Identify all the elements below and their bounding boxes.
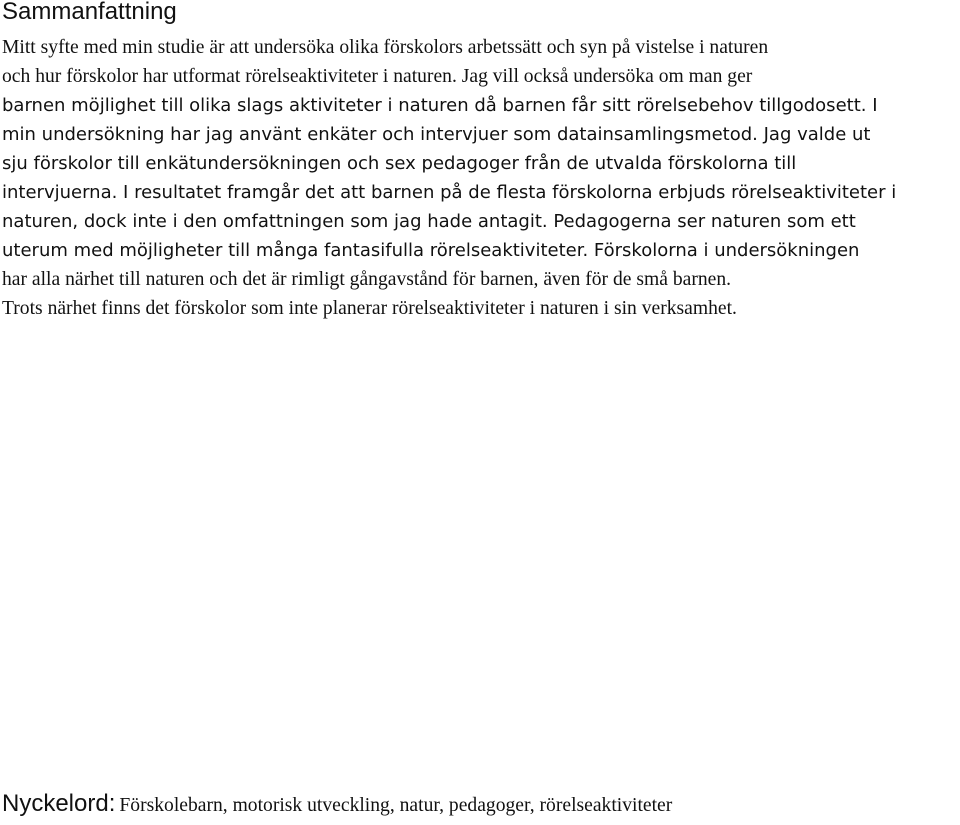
abstract-line: barnen möjlighet till olika slags aktiviteter i naturen då barnen får sitt rörelsebehov tillgodosett. I [2,95,878,116]
abstract-line: uterum med möjligheter till många fantasifulla rörelseaktiviteter. Förskolorna i undersökningen [2,240,860,261]
abstract-line: intervjuerna. I resultatet framgår det att barnen på de flesta förskolorna erbjuds rörelseaktiviteter i [2,182,897,203]
keywords [2,790,672,818]
keywords-values: Förskolebarn, motorisk utveckling, natur, pedagoger, rörelseaktiviteter [119,795,673,816]
section-title: Sammanfattning [2,0,177,25]
abstract-line: Trots närhet finns det förskolor som inte planerar rörelseaktiviteter i naturen i sin verksamhet. [2,298,737,319]
abstract-line: Mitt syfte med min studie är att undersöka olika förskolors arbetssätt och syn på vistelse i naturen [2,37,769,58]
abstract-line: min undersökning har jag använt enkäter och intervjuer som datainsamlingsmetod. Jag valde ut [2,124,871,145]
abstract-line: har alla närhet till naturen och det är rimligt gångavstånd för barnen, även för de små barnen. [2,269,732,290]
abstract-paragraph [2,33,958,323]
keywords-label: Nyckelord: [2,790,116,817]
abstract-line: naturen, dock inte i den omfattningen som jag hade antagit. Pedagogerna ser naturen som ett [2,211,856,232]
abstract-line: och hur förskolor har utformat rörelseaktiviteter i naturen. Jag vill också undersöka om man ger [2,66,753,87]
abstract-line: sju förskolor till enkätundersökningen och sex pedagoger från de utvalda förskolorna till [2,153,797,174]
